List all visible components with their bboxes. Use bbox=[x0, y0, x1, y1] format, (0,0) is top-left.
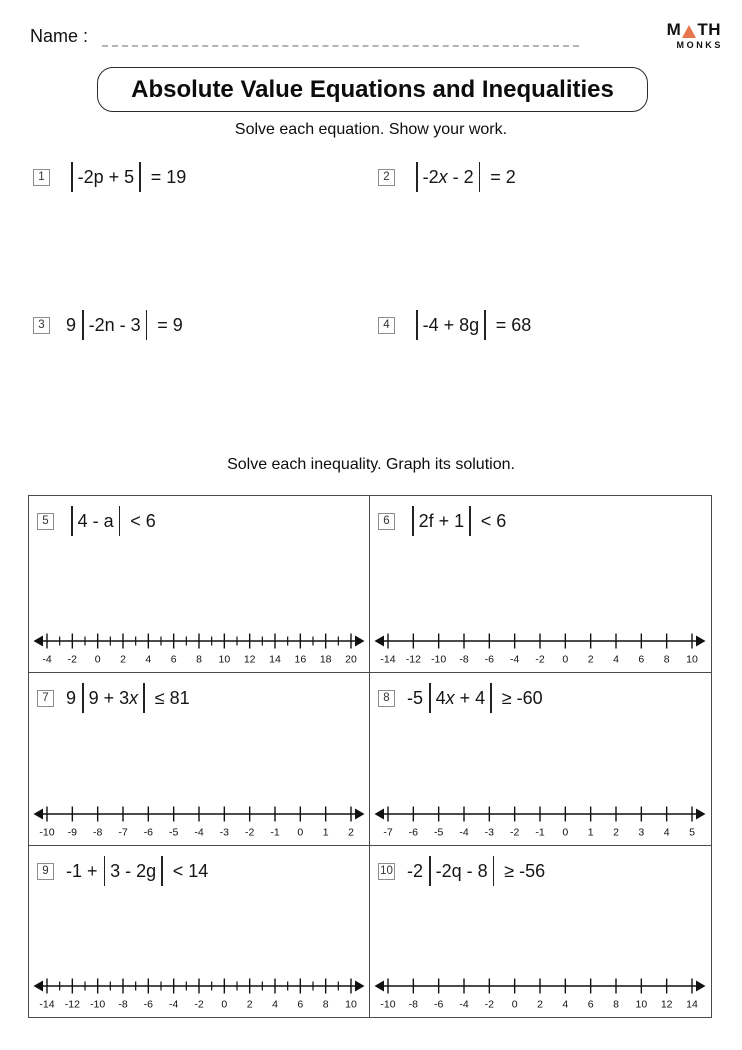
problem-number-badge: 1 bbox=[33, 169, 50, 186]
equation bbox=[66, 506, 156, 536]
abs-bar-right bbox=[146, 310, 148, 340]
logo-triangle-icon bbox=[682, 25, 696, 38]
svg-text:10: 10 bbox=[635, 998, 648, 1011]
abs-bar-left bbox=[416, 162, 418, 192]
svg-text:-1: -1 bbox=[535, 826, 545, 839]
svg-text:-8: -8 bbox=[118, 998, 128, 1011]
abs-bar-left bbox=[412, 506, 414, 536]
variable-x: x bbox=[438, 166, 448, 187]
svg-text:18: 18 bbox=[319, 653, 332, 666]
problem-2 bbox=[378, 162, 516, 192]
abs-bar-left bbox=[82, 683, 84, 713]
svg-text:6: 6 bbox=[297, 998, 304, 1011]
svg-text:8: 8 bbox=[196, 653, 202, 666]
svg-text:-7: -7 bbox=[118, 826, 128, 839]
svg-text:-4: -4 bbox=[42, 653, 52, 666]
problem-number-badge: 9 bbox=[37, 863, 54, 880]
problem-5-cell bbox=[29, 496, 370, 673]
svg-text:-10: -10 bbox=[39, 826, 55, 839]
abs-expression: 4 - a bbox=[77, 510, 114, 531]
abs-bar-left bbox=[429, 856, 431, 886]
svg-text:-2: -2 bbox=[509, 826, 520, 839]
svg-text:5: 5 bbox=[689, 826, 695, 839]
problem-number-badge: 5 bbox=[37, 513, 54, 530]
svg-text:0: 0 bbox=[562, 826, 569, 839]
problem-9 bbox=[37, 856, 363, 886]
variable-x: x bbox=[445, 687, 455, 708]
svg-text:6: 6 bbox=[587, 998, 594, 1011]
abs-expression: 9 + 3x bbox=[88, 687, 139, 708]
abs-bar-right bbox=[493, 856, 495, 886]
problem-6-cell bbox=[370, 496, 711, 673]
equation bbox=[66, 856, 208, 886]
svg-text:-4: -4 bbox=[194, 826, 204, 839]
relation-rhs: = 9 bbox=[157, 314, 183, 335]
svg-text:14: 14 bbox=[269, 653, 281, 666]
problem-7 bbox=[37, 683, 363, 713]
problem-7-cell bbox=[29, 673, 370, 846]
svg-text:2: 2 bbox=[537, 998, 543, 1011]
coefficient-prefix: -1 + bbox=[66, 860, 98, 881]
abs-bar-left bbox=[82, 310, 84, 340]
relation-rhs: < 6 bbox=[480, 510, 507, 531]
svg-text:-4: -4 bbox=[168, 998, 179, 1011]
equation bbox=[66, 310, 183, 340]
svg-text:-4: -4 bbox=[509, 653, 520, 666]
abs-expression: 4x + 4 bbox=[435, 687, 486, 708]
coefficient-prefix: 9 bbox=[66, 314, 77, 335]
abs-bar-left bbox=[71, 506, 73, 536]
svg-text:-5: -5 bbox=[168, 826, 179, 839]
svg-text:-2: -2 bbox=[67, 653, 78, 666]
svg-text:4: 4 bbox=[272, 998, 278, 1011]
numberline-7 bbox=[33, 801, 365, 841]
problem-6 bbox=[378, 506, 705, 536]
numberline-6 bbox=[374, 628, 706, 668]
equation bbox=[407, 856, 545, 886]
math-monks-logo bbox=[667, 21, 721, 50]
abs-expression: -4 + 8g bbox=[422, 314, 480, 335]
relation-rhs: = 2 bbox=[490, 166, 516, 187]
abs-bar-right bbox=[484, 310, 486, 340]
svg-text:-6: -6 bbox=[433, 998, 444, 1011]
relation-rhs: = 68 bbox=[495, 314, 532, 335]
name-input-line[interactable] bbox=[102, 29, 579, 47]
svg-text:-14: -14 bbox=[39, 998, 55, 1011]
svg-text:6: 6 bbox=[170, 653, 177, 666]
page-title: Absolute Value Equations and Inequalities bbox=[131, 75, 614, 103]
svg-text:-3: -3 bbox=[219, 826, 230, 839]
abs-bar-right bbox=[143, 683, 145, 713]
svg-text:8: 8 bbox=[663, 653, 670, 666]
problem-3 bbox=[33, 310, 183, 340]
problem-9-cell bbox=[29, 846, 370, 1017]
svg-text:-4: -4 bbox=[459, 998, 469, 1011]
abs-bar-left bbox=[71, 162, 73, 192]
problem-number-badge: 3 bbox=[33, 317, 50, 334]
equation bbox=[407, 683, 543, 713]
coefficient-prefix: -2 bbox=[407, 860, 424, 881]
svg-text:12: 12 bbox=[660, 998, 673, 1011]
svg-text:4: 4 bbox=[562, 998, 569, 1011]
svg-text:1: 1 bbox=[587, 826, 594, 839]
abs-expression: 2f + 1 bbox=[418, 510, 465, 531]
variable-x: x bbox=[129, 687, 139, 708]
svg-text:-2: -2 bbox=[194, 998, 204, 1011]
equation bbox=[66, 683, 190, 713]
svg-text:10: 10 bbox=[218, 653, 231, 666]
svg-text:2: 2 bbox=[613, 826, 619, 839]
logo-wordmark bbox=[667, 21, 721, 38]
abs-bar-right bbox=[479, 162, 481, 192]
svg-text:2: 2 bbox=[587, 653, 594, 666]
problem-number-badge: 10 bbox=[378, 863, 395, 880]
inequalities-grid bbox=[28, 495, 712, 1018]
equation bbox=[411, 162, 516, 192]
svg-text:0: 0 bbox=[562, 653, 569, 666]
abs-bar-right bbox=[161, 856, 163, 886]
problem-10-cell bbox=[370, 846, 711, 1017]
svg-text:-2: -2 bbox=[244, 826, 255, 839]
svg-text:0: 0 bbox=[94, 653, 101, 666]
svg-text:0: 0 bbox=[511, 998, 518, 1011]
abs-bar-left bbox=[429, 683, 431, 713]
problem-8-cell bbox=[370, 673, 711, 846]
svg-text:-10: -10 bbox=[431, 653, 447, 666]
problem-number-badge: 2 bbox=[378, 169, 395, 186]
svg-text:1: 1 bbox=[322, 826, 329, 839]
svg-text:-6: -6 bbox=[408, 826, 419, 839]
svg-text:-10: -10 bbox=[380, 998, 396, 1011]
relation-rhs: < 14 bbox=[172, 860, 209, 881]
abs-bar-right bbox=[119, 506, 121, 536]
coefficient-prefix: 9 bbox=[66, 687, 77, 708]
svg-text:6: 6 bbox=[638, 653, 645, 666]
svg-text:20: 20 bbox=[345, 653, 357, 666]
svg-text:-12: -12 bbox=[64, 998, 80, 1011]
relation-rhs: ≥ -56 bbox=[504, 860, 546, 881]
logo-text-right: TH bbox=[697, 20, 721, 39]
svg-text:-1: -1 bbox=[270, 826, 280, 839]
relation-rhs: = 19 bbox=[150, 166, 187, 187]
svg-text:2: 2 bbox=[246, 998, 253, 1011]
abs-bar-left bbox=[104, 856, 106, 886]
inequalities-instruction: Solve each inequality. Graph its solution. bbox=[227, 456, 515, 473]
svg-text:4: 4 bbox=[145, 653, 152, 666]
problem-10 bbox=[378, 856, 705, 886]
svg-text:0: 0 bbox=[297, 826, 304, 839]
problem-number-badge: 7 bbox=[37, 690, 54, 707]
svg-text:10: 10 bbox=[686, 653, 698, 666]
svg-text:2: 2 bbox=[120, 653, 126, 666]
abs-bar-right bbox=[139, 162, 141, 192]
equations-instruction: Solve each equation. Show your work. bbox=[234, 121, 508, 138]
svg-text:-2: -2 bbox=[484, 998, 495, 1011]
svg-text:0: 0 bbox=[221, 998, 228, 1011]
svg-text:-2: -2 bbox=[535, 653, 545, 666]
name-label: Name : bbox=[30, 26, 89, 46]
numberline-5 bbox=[33, 628, 365, 668]
abs-expression: -2x - 2 bbox=[422, 166, 474, 187]
problem-number-badge: 6 bbox=[378, 513, 395, 530]
problem-number-badge: 4 bbox=[378, 317, 395, 334]
relation-rhs: ≥ -60 bbox=[501, 687, 543, 708]
numberline-10 bbox=[374, 973, 706, 1013]
svg-text:4: 4 bbox=[663, 826, 670, 839]
numberline-8 bbox=[374, 801, 706, 841]
svg-text:-8: -8 bbox=[92, 826, 103, 839]
svg-text:-6: -6 bbox=[143, 998, 154, 1011]
title-box bbox=[97, 67, 648, 112]
svg-text:-8: -8 bbox=[408, 998, 419, 1011]
equation bbox=[411, 310, 531, 340]
problem-4 bbox=[378, 310, 531, 340]
svg-text:-4: -4 bbox=[459, 826, 469, 839]
abs-expression: 3 - 2g bbox=[110, 860, 157, 881]
svg-text:16: 16 bbox=[294, 653, 307, 666]
svg-text:-5: -5 bbox=[433, 826, 444, 839]
svg-text:-7: -7 bbox=[383, 826, 393, 839]
problem-5 bbox=[37, 506, 363, 536]
abs-bar-left bbox=[416, 310, 418, 340]
abs-bar-right bbox=[490, 683, 492, 713]
svg-text:12: 12 bbox=[243, 653, 256, 666]
coefficient-prefix: -5 bbox=[407, 687, 424, 708]
abs-bar-right bbox=[469, 506, 471, 536]
problem-8 bbox=[378, 683, 705, 713]
svg-text:8: 8 bbox=[322, 998, 329, 1011]
equation bbox=[66, 162, 186, 192]
svg-text:-12: -12 bbox=[405, 653, 421, 666]
svg-text:4: 4 bbox=[613, 653, 619, 666]
svg-text:14: 14 bbox=[686, 998, 698, 1011]
svg-text:8: 8 bbox=[613, 998, 619, 1011]
logo-subtext: MONKS bbox=[676, 40, 723, 50]
svg-text:-8: -8 bbox=[459, 653, 469, 666]
abs-expression: -2p + 5 bbox=[77, 166, 135, 187]
svg-text:-10: -10 bbox=[90, 998, 106, 1011]
numberline-9 bbox=[33, 973, 365, 1013]
svg-text:10: 10 bbox=[345, 998, 357, 1011]
svg-text:3: 3 bbox=[638, 826, 645, 839]
logo-text-left: M bbox=[666, 20, 682, 39]
abs-expression: -2n - 3 bbox=[88, 314, 141, 335]
problem-1 bbox=[33, 162, 186, 192]
svg-text:2: 2 bbox=[348, 826, 354, 839]
svg-text:-6: -6 bbox=[484, 653, 495, 666]
svg-text:-9: -9 bbox=[67, 826, 78, 839]
svg-text:-14: -14 bbox=[380, 653, 396, 666]
equation bbox=[407, 506, 506, 536]
relation-rhs: ≤ 81 bbox=[154, 687, 190, 708]
problem-number-badge: 8 bbox=[378, 690, 395, 707]
svg-text:-3: -3 bbox=[484, 826, 495, 839]
relation-rhs: < 6 bbox=[130, 510, 156, 531]
abs-expression: -2q - 8 bbox=[435, 860, 488, 881]
svg-text:-6: -6 bbox=[143, 826, 154, 839]
